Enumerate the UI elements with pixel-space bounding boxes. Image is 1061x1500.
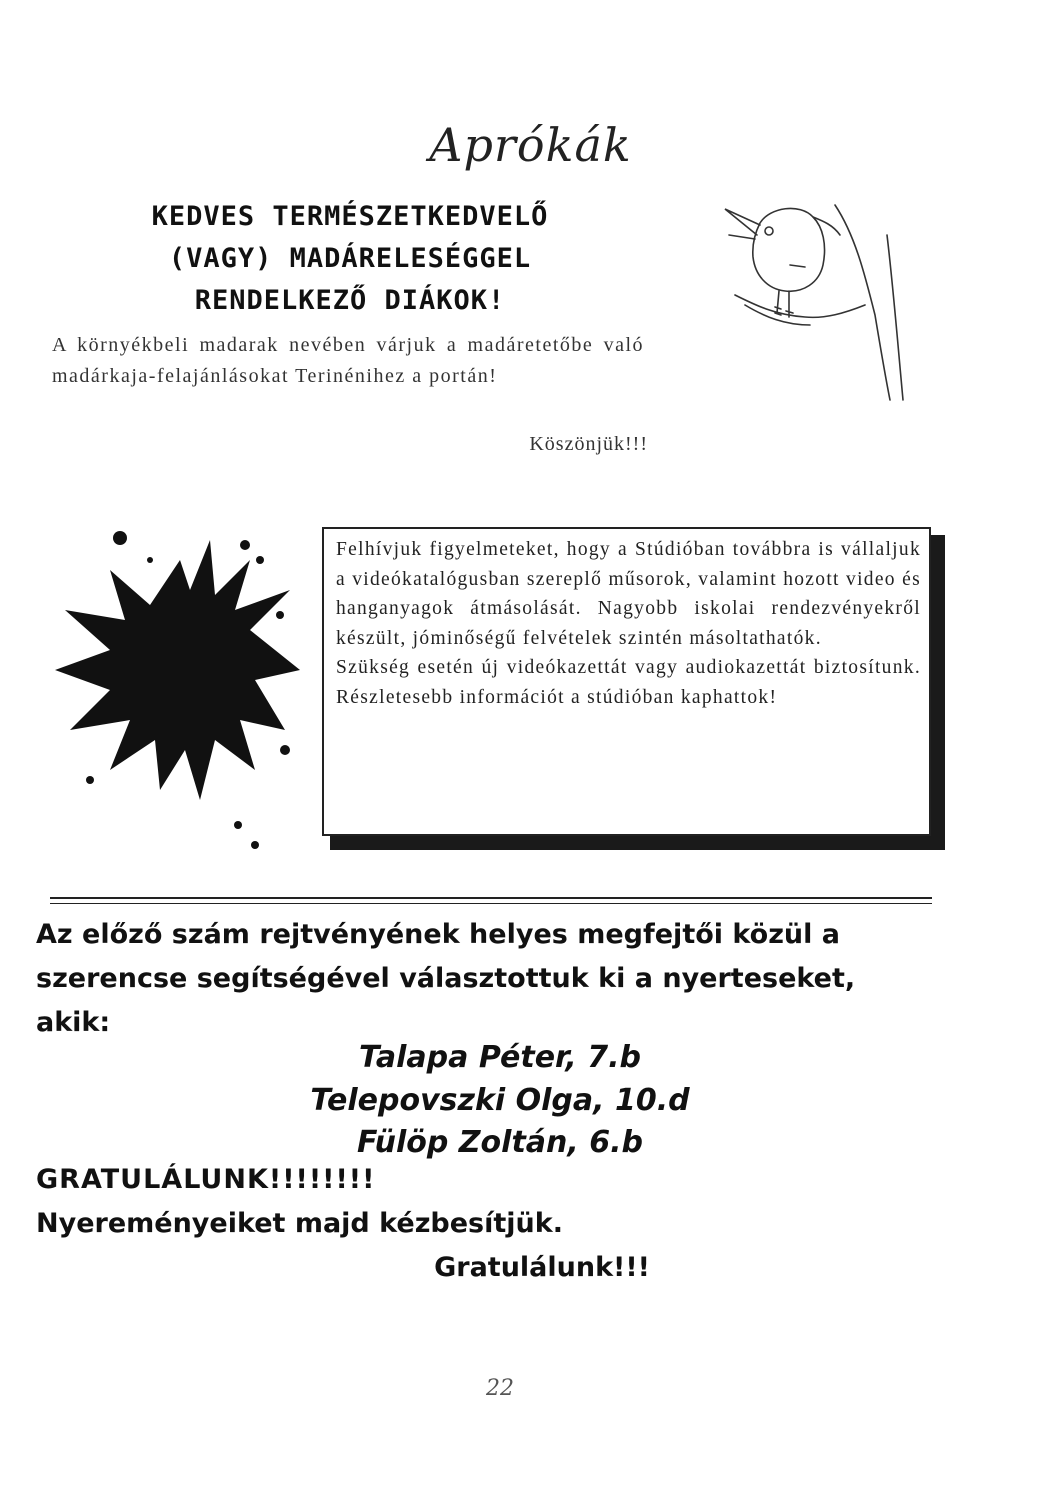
studio-notice-box <box>322 527 931 836</box>
bird-notice-body: A környékbeli madarak nevében várjuk a madáretetőbe való madárkaja-felajánlásokat Terinénihez a portán! <box>52 334 644 387</box>
winner-name: Telepovszki Olga, 10.d <box>310 1083 690 1118</box>
bird-notice-headline <box>40 196 660 322</box>
divider-rule <box>50 897 932 899</box>
winner-name: Talapa Péter, 7.b <box>358 1040 642 1075</box>
ink-splat-icon <box>50 520 310 855</box>
studio-notice-paragraph: Felhívjuk figyelmeteket, hogy a Stúdióban továbbra is vállaljuk a videókatalógusban szereplő műsorok, valamint hozott video és hanganyagok átmásolását. Nagyobb iskolai rendezvényekről készült, jóminőségű felvételek szintén másoltathatók. <box>336 539 921 649</box>
congratulations-closing: Gratulálunk!!! <box>434 1252 650 1283</box>
bird-notice-thanks: Köszönjük!!! <box>529 433 648 455</box>
delivery-note: Nyereményeiket majd kézbesítjük. <box>36 1208 563 1239</box>
headline-line: RENDELKEZŐ DIÁKOK! <box>194 285 506 316</box>
winners-intro: Az előző szám rejtvényének helyes megfejtői közül a szerencse segítségével választottuk ki a nyerteseket, akik: <box>36 919 856 1038</box>
winner-name: Fülöp Zoltán, 6.b <box>357 1125 643 1160</box>
studio-notice-paragraph: Szükség esetén új videókazettát vagy audiokazettát biztosítunk. Részletesebb információt a stúdióban kaphattok! <box>336 657 921 708</box>
congratulations-caps: GRATULÁLUNK!!!!!!!! <box>36 1164 376 1195</box>
divider-rule <box>50 903 932 904</box>
headline-line: KEDVES TERMÉSZETKEDVELŐ <box>151 201 549 232</box>
headline-line: (VAGY) MADÁRELESÉGGEL <box>168 243 532 274</box>
bird-drawing-icon <box>715 195 915 405</box>
page-number: 22 <box>486 1376 514 1401</box>
page-title: Aprókák <box>429 118 632 172</box>
